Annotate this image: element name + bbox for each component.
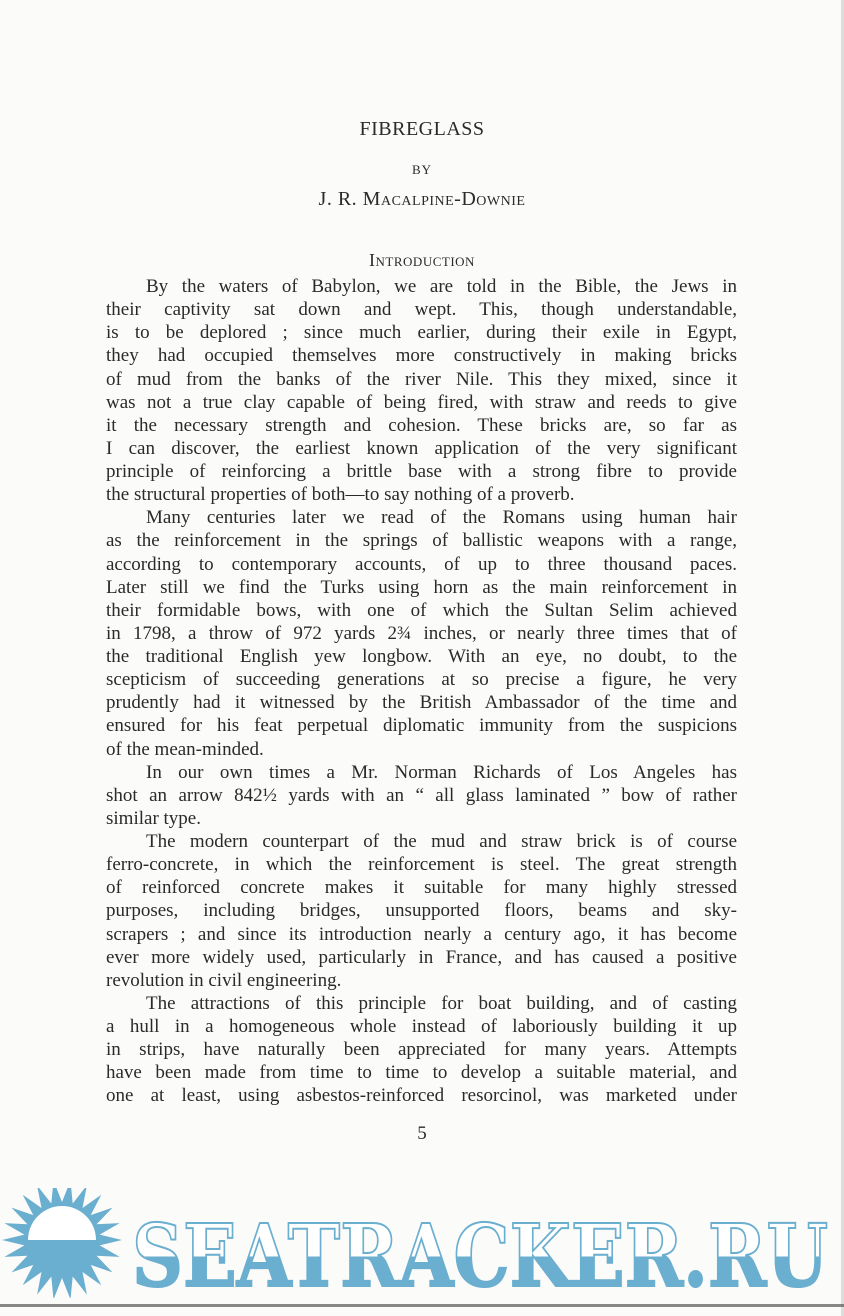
text-line: Many centuries later we read of the Romans using human hair	[146, 507, 737, 529]
text-line: scrapers ; and since its introduction nearly a century ago, it has become	[106, 923, 737, 945]
text-line: shot an arrow 842½ yards with an “ all glass laminated ” bow of rather	[106, 784, 737, 806]
text-line: Later still we find the Turks using horn as the main reinforcement in	[106, 576, 737, 598]
text-line: principle of reinforcing a brittle base with a strong fibre to provide	[106, 461, 737, 482]
page-number: 5	[417, 1123, 427, 1144]
text-line: of the mean-minded.	[106, 738, 264, 760]
text-line: The modern counterpart of the mud and straw brick is of course	[146, 831, 737, 852]
text-line: similar type.	[106, 807, 201, 829]
text-line: was not a true clay capable of being fired, with straw and reeds to give	[106, 391, 737, 413]
byline-label: BY	[411, 162, 433, 177]
article-title: FIBREGLASS	[359, 118, 485, 140]
text-line: have been made from time to time to develop a suitable material, and	[106, 1062, 737, 1084]
text-line: in strips, have naturally been appreciated for many years. Attempts	[106, 1039, 737, 1061]
text-line: The attractions of this principle for boat building, and of casting	[146, 992, 737, 1014]
text-line: the traditional English yew longbow. With an eye, no doubt, to the	[106, 646, 737, 667]
text-line: scepticism of succeeding generations at so precise a figure, he very	[106, 669, 737, 691]
text-line: their captivity sat down and wept. This, though understandable,	[106, 299, 737, 321]
text-line: revolution in civil engineering.	[106, 969, 342, 991]
text-line: In our own times a Mr. Norman Richards of Los Angeles has	[146, 761, 737, 783]
author-name: J. R. Macalpine-Downie	[318, 188, 526, 210]
text-line: their formidable bows, with one of which the Sultan Selim achieved	[106, 599, 737, 621]
body-text	[106, 275, 737, 1108]
sun-icon	[2, 1188, 122, 1298]
text-line: they had occupied themselves more constructively in making bricks	[106, 345, 737, 367]
page-bottom-edge	[0, 1304, 844, 1307]
text-line: in 1798, a throw of 972 yards 2¾ inches, or nearly three times that of	[106, 622, 737, 644]
text-line: of reinforced concrete makes it suitable for many highly stressed	[106, 877, 737, 899]
section-heading: Introduction	[369, 250, 475, 270]
text-line: I can discover, the earliest known application of the very significant	[106, 437, 737, 459]
text-line: as the reinforcement in the springs of ballistic weapons with a range,	[106, 530, 737, 552]
text-line: the structural properties of both—to say nothing of a proverb.	[106, 484, 575, 506]
text-line: purposes, including bridges, unsupported floors, beams and sky-	[106, 900, 737, 922]
text-line: ever more widely used, particularly in France, and has caused a positive	[106, 946, 737, 968]
text-line: according to contemporary accounts, of up to three thousand paces.	[106, 553, 737, 575]
text-line: of mud from the banks of the river Nile. This they mixed, since it	[106, 368, 737, 390]
text-line: ensured for his feat perpetual diplomatic immunity from the suspicions	[106, 715, 737, 737]
watermark-text: SEATRACKER.RU	[132, 1206, 828, 1298]
text-line: one at least, using asbestos-reinforced resorcinol, was marketed under	[106, 1085, 737, 1107]
text-line: By the waters of Babylon, we are told in the Bible, the Jews in	[146, 276, 737, 297]
text-line: ferro-concrete, in which the reinforcement is steel. The great strength	[106, 854, 737, 876]
text-line: is to be deplored ; since much earlier, during their exile in Egypt,	[106, 322, 737, 344]
text-line: prudently had it witnessed by the British Ambassador of the time and	[106, 692, 737, 714]
text-line: it the necessary strength and cohesion. These bricks are, so far as	[106, 414, 737, 436]
text-line: a hull in a homogeneous whole instead of laboriously building it up	[106, 1016, 737, 1037]
watermark	[0, 1188, 844, 1298]
